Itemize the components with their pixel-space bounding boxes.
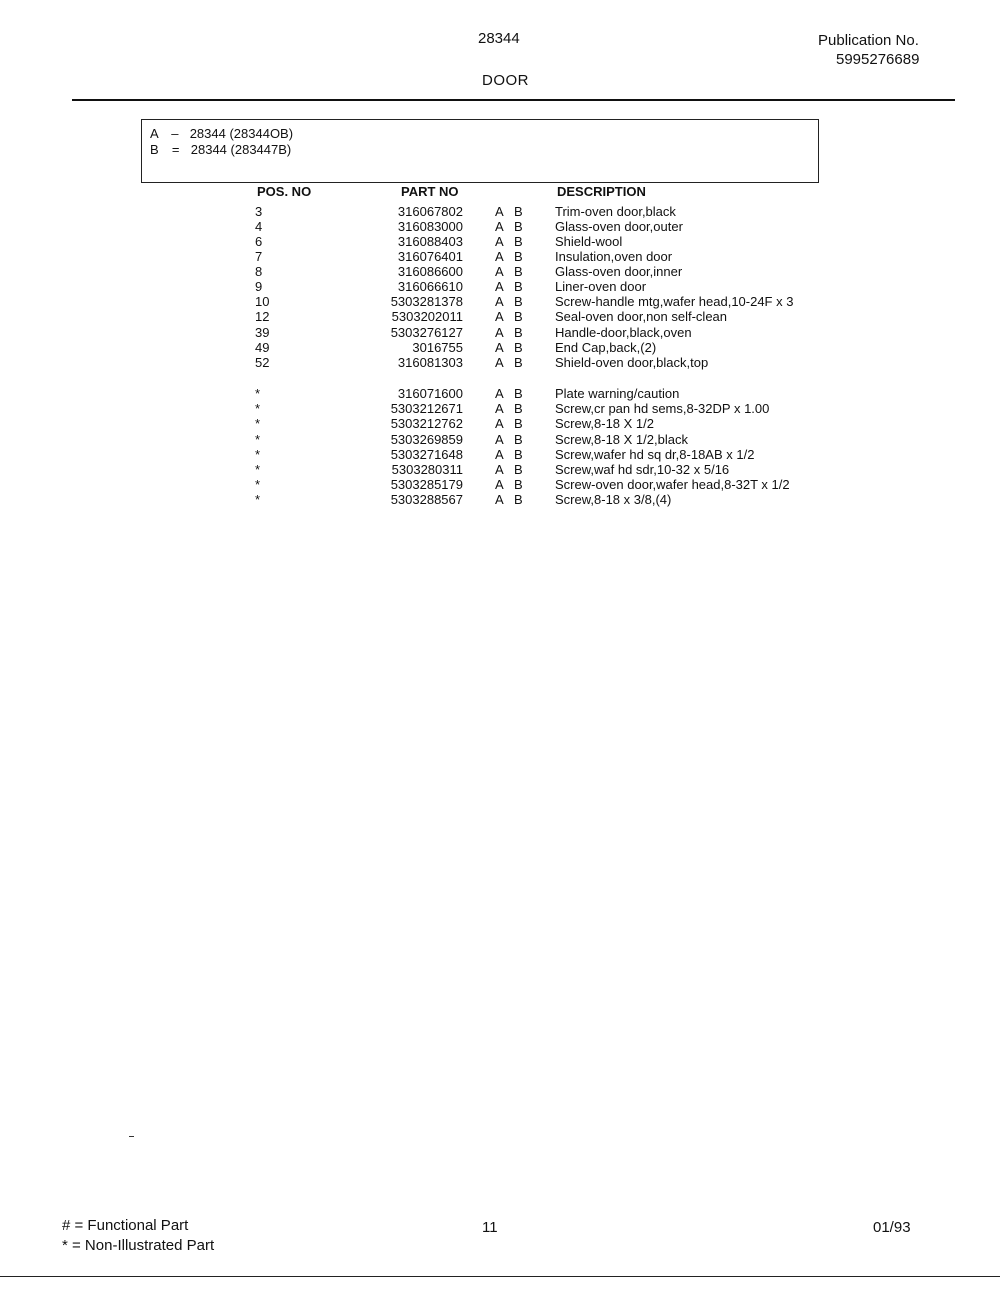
table-row xyxy=(0,477,1000,492)
description-cell: Screw,8-18 X 1/2 xyxy=(555,416,654,431)
part-cell: 5303212762 xyxy=(390,416,463,431)
description-cell: Shield-wool xyxy=(555,234,623,249)
table-row xyxy=(0,264,1000,279)
column-header-pos: POS. NO xyxy=(257,184,312,199)
variant-a-cell: A xyxy=(495,219,504,234)
variant-b-cell: B xyxy=(514,204,523,219)
legend-non-illustrated-part: * = Non-Illustrated Part xyxy=(62,1237,215,1254)
footer-divider xyxy=(0,1276,1000,1277)
variant-a-cell: A xyxy=(495,204,504,219)
pos-cell: * xyxy=(255,416,261,431)
part-cell: 5303269859 xyxy=(390,432,463,447)
description-cell: Screw,8-18 X 1/2,black xyxy=(555,432,688,447)
page-number: 11 xyxy=(482,1219,498,1236)
pos-cell: * xyxy=(255,432,261,447)
variant-b-cell: B xyxy=(514,325,523,340)
pos-cell: * xyxy=(255,447,261,462)
variant-b-cell: B xyxy=(514,447,523,462)
table-row xyxy=(0,492,1000,507)
description-cell: Trim-oven door,black xyxy=(555,204,676,219)
variant-a-cell: A xyxy=(495,492,504,507)
pos-cell: * xyxy=(255,401,261,416)
variant-b-cell: B xyxy=(514,340,523,355)
pos-cell: * xyxy=(255,477,261,492)
part-cell: 5303202011 xyxy=(391,309,463,324)
variant-separator: = xyxy=(171,142,180,157)
table-row xyxy=(0,386,1000,401)
description-cell: Seal-oven door,non self-clean xyxy=(555,309,728,324)
variant-key: A xyxy=(150,126,158,141)
variant-a-cell: A xyxy=(495,249,504,264)
variant-text: 28344 (28344OB) xyxy=(189,126,294,141)
variant-a-cell: A xyxy=(495,234,504,249)
part-cell: 5303276127 xyxy=(390,325,463,340)
pos-cell: * xyxy=(255,386,261,401)
variant-b-cell: B xyxy=(514,432,523,447)
variant-b-cell: B xyxy=(514,264,523,279)
description-cell: Liner-oven door xyxy=(555,279,647,294)
variant-b-cell: B xyxy=(514,386,523,401)
variant-b-cell: B xyxy=(514,492,523,507)
variant-separator: – xyxy=(171,126,179,141)
variant-b-cell: B xyxy=(514,279,523,294)
part-cell: 5303288567 xyxy=(390,492,463,507)
pos-cell: 3 xyxy=(255,204,263,219)
table-row xyxy=(0,432,1000,447)
table-row xyxy=(0,355,1000,370)
pos-cell: 9 xyxy=(255,279,263,294)
variant-a-cell: A xyxy=(495,477,504,492)
description-cell: Glass-oven door,inner xyxy=(555,264,683,279)
part-cell: 316081303 xyxy=(397,355,463,370)
part-cell: 316066610 xyxy=(397,279,463,294)
table-row xyxy=(0,279,1000,294)
table-row xyxy=(0,219,1000,234)
variant-b-cell: B xyxy=(514,249,523,264)
variant-b-cell: B xyxy=(514,477,523,492)
table-row xyxy=(0,325,1000,340)
table-row xyxy=(0,447,1000,462)
description-cell: Shield-oven door,black,top xyxy=(555,355,709,370)
pos-cell: 52 xyxy=(255,355,270,370)
description-cell: Screw,wafer hd sq dr,8-18AB x 1/2 xyxy=(555,447,755,462)
description-cell: Screw,8-18 x 3/8,(4) xyxy=(555,492,672,507)
variant-b-cell: B xyxy=(514,355,523,370)
variant-b-cell: B xyxy=(514,401,523,416)
part-cell: 5303280311 xyxy=(391,462,463,477)
part-cell: 5303212671 xyxy=(390,401,463,416)
legend-functional-part: # = Functional Part xyxy=(62,1217,189,1234)
pos-cell: 12 xyxy=(255,309,270,324)
part-cell: 5303285179 xyxy=(390,477,463,492)
stray-mark xyxy=(129,1136,134,1137)
pos-cell: 10 xyxy=(255,294,270,309)
variant-a-cell: A xyxy=(495,401,504,416)
variant-b-cell: B xyxy=(514,219,523,234)
section-title: DOOR xyxy=(482,72,529,89)
description-cell: Screw,cr pan hd sems,8-32DP x 1.00 xyxy=(555,401,770,416)
variant-a-cell: A xyxy=(495,432,504,447)
part-cell: 316071600 xyxy=(397,386,463,401)
revision-date: 01/93 xyxy=(873,1219,911,1236)
column-header-description: DESCRIPTION xyxy=(557,184,646,199)
table-row xyxy=(0,294,1000,309)
variant-a-cell: A xyxy=(495,294,504,309)
variant-a-cell: A xyxy=(495,309,504,324)
pos-cell: * xyxy=(255,462,261,477)
pos-cell: * xyxy=(255,492,261,507)
table-row xyxy=(0,401,1000,416)
description-cell: Screw-handle mtg,wafer head,10-24F x 3 xyxy=(555,294,794,309)
publication-label: Publication No. xyxy=(818,32,919,49)
variant-a-cell: A xyxy=(495,447,504,462)
pos-cell: 6 xyxy=(255,234,263,249)
pos-cell: 8 xyxy=(255,264,263,279)
variant-b-cell: B xyxy=(514,309,523,324)
description-cell: End Cap,back,(2) xyxy=(555,340,657,355)
variant-a-cell: A xyxy=(495,386,504,401)
part-cell: 316086600 xyxy=(397,264,463,279)
part-cell: 316088403 xyxy=(397,234,463,249)
part-cell: 316083000 xyxy=(397,219,463,234)
part-cell: 316067802 xyxy=(397,204,463,219)
description-cell: Insulation,oven door xyxy=(555,249,673,264)
model-number: 28344 xyxy=(478,30,520,47)
pos-cell: 4 xyxy=(255,219,263,234)
variant-a-cell: A xyxy=(495,355,504,370)
table-row xyxy=(0,234,1000,249)
variant-a-cell: A xyxy=(495,462,504,477)
variant-b-cell: B xyxy=(514,462,523,477)
publication-number: 5995276689 xyxy=(836,51,920,68)
column-header-part: PART NO xyxy=(401,184,459,199)
variant-a-cell: A xyxy=(495,416,504,431)
part-cell: 5303271648 xyxy=(390,447,463,462)
variant-b-cell: B xyxy=(514,416,523,431)
pos-cell: 49 xyxy=(255,340,270,355)
table-row xyxy=(0,309,1000,324)
variant-a-cell: A xyxy=(495,264,504,279)
description-cell: Plate warning/caution xyxy=(555,386,680,401)
description-cell: Handle-door,black,oven xyxy=(555,325,692,340)
table-row xyxy=(0,416,1000,431)
table-row xyxy=(0,340,1000,355)
table-row xyxy=(0,204,1000,219)
variant-a-cell: A xyxy=(495,340,504,355)
variant-text: 28344 (283447B) xyxy=(190,142,292,157)
variant-a-cell: A xyxy=(495,325,504,340)
variant-a-cell: A xyxy=(495,279,504,294)
part-cell: 3016755 xyxy=(412,340,463,355)
variant-b-cell: B xyxy=(514,234,523,249)
variant-key: B xyxy=(150,142,159,157)
variant-b-cell: B xyxy=(514,294,523,309)
table-row xyxy=(0,462,1000,477)
table-row xyxy=(0,249,1000,264)
pos-cell: 39 xyxy=(255,325,270,340)
description-cell: Screw,waf hd sdr,10-32 x 5/16 xyxy=(555,462,730,477)
part-cell: 316076401 xyxy=(397,249,463,264)
pos-cell: 7 xyxy=(255,249,263,264)
description-cell: Screw-oven door,wafer head,8-32T x 1/2 xyxy=(555,477,790,492)
description-cell: Glass-oven door,outer xyxy=(555,219,683,234)
part-cell: 5303281378 xyxy=(390,294,463,309)
